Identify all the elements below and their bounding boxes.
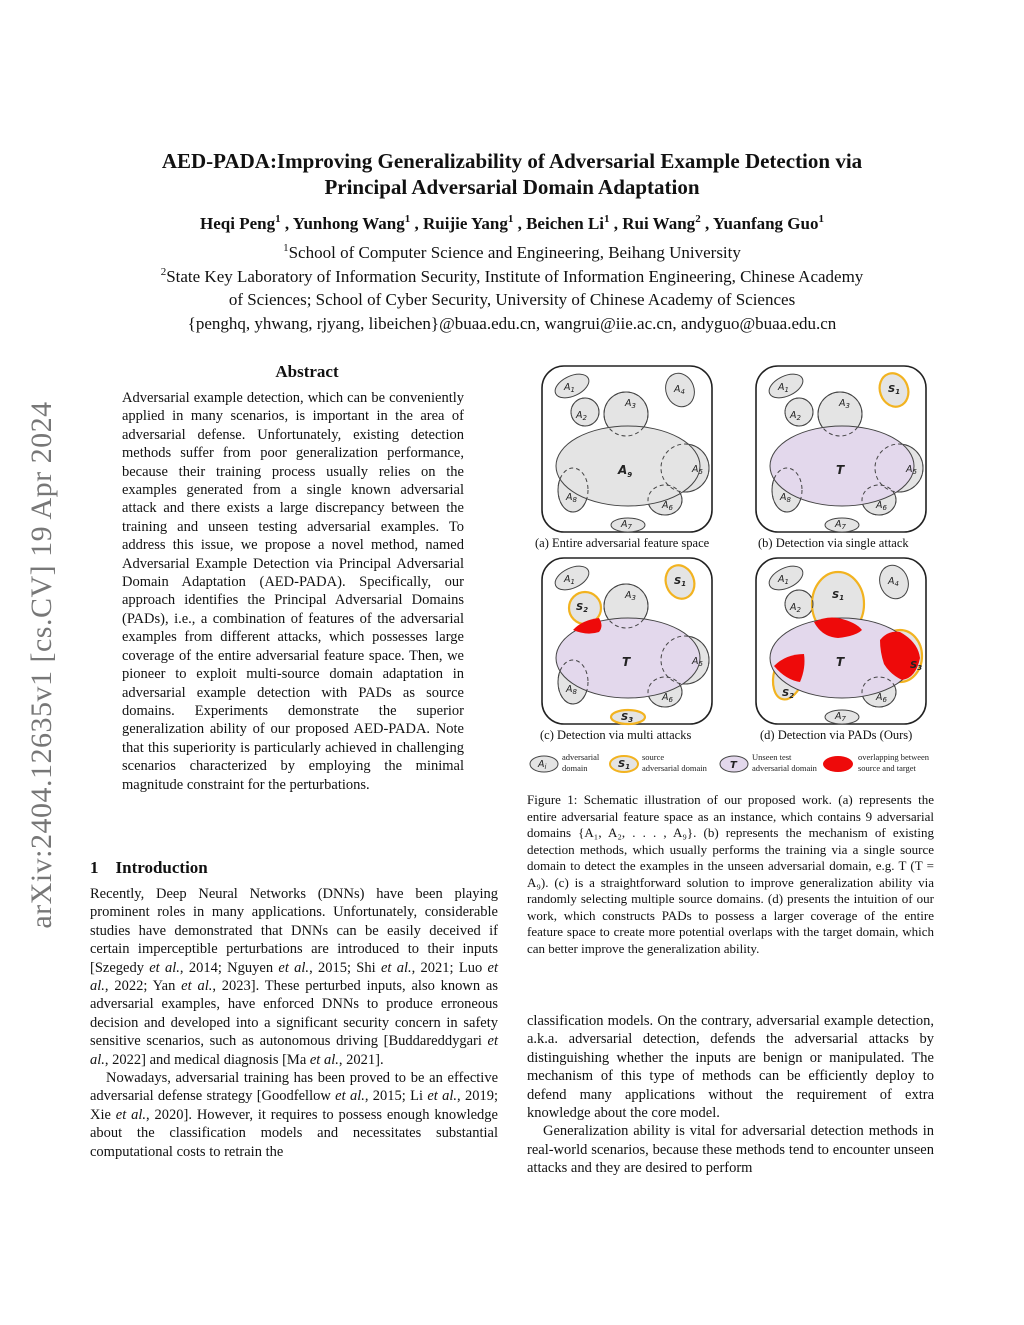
center-label: T [622, 655, 631, 669]
svg-text:S1: $S_1$ [888, 384, 901, 396]
svg-text:S3: $S_3$ [910, 660, 923, 672]
affiliation-2 [90, 265, 934, 311]
affiliation-mark: 1 [283, 242, 289, 254]
affiliation-text: School of Computer Science and Engineering, Beihang University [288, 243, 741, 262]
author: Yuanfang Guo [712, 214, 819, 233]
svg-text:S3: $S_3$ [621, 712, 634, 724]
svg-text:A8: $A_8$ [566, 684, 577, 696]
intro-paragraph-1: Recently, Deep Neural Networks (DNNs) have been playing prominent roles in many applications. Unfortunately, considerable studies have demonstrated that DNNs can be easily deceived if certain imperceptible perturbations are introduced to their inputs [Szegedy et al., 2014; Nguyen et al., 2015; Shi et al., 2021; Luo et al., 2022; Yan et al., 2023]. These perturbed inputs, also known as adversarial examples, have enforced DNNs to produce erroneous decision and developed into a significant security concern in safety sensitive scenarios, such as autonomous driving [Buddareddygari et al., 2022] and medical diagnosis [Ma et al., 2021]. [90, 886, 499, 1068]
legend-label: adversarial [562, 752, 600, 762]
intro-left-column [90, 885, 498, 1161]
svg-text:S1: $S_1$ [674, 576, 687, 588]
svg-text:A6: $A_6$ [876, 500, 887, 512]
svg-text:S1: $S_1$ [618, 759, 631, 771]
svg-text:Ai: $A_i$ [538, 759, 547, 771]
legend-symbol: A [538, 759, 545, 770]
svg-text:A3: $A_3$ [839, 398, 850, 410]
panel-c-caption: (c) Detection via multi attacks [540, 728, 692, 742]
svg-text:A7: $A_7$ [835, 711, 846, 723]
title-line-1: AED-PADA:Improving Generalizability of Adversarial Example Detection via [161, 149, 863, 173]
author-affiliation-mark: 1 [507, 213, 514, 225]
legend-label: Unseen test [752, 752, 792, 762]
svg-text:A7: $A_7$ [835, 519, 846, 531]
legend-symbol: T [730, 760, 737, 771]
figure-caption: Figure 1: Schematic illustration of our proposed work. (a) represents the entire adversarial feature space as an instance, which contains 9 adversarial domains {A₁, A₂, . . . , A₉}. (b) represents the mechanism of existing detection methods, which usually performs the training via a single source domain to detect the examples in the unseen adversarial domain, e.g. T (T = A₉). (c) is a straightforward solution to improve generalization ability via randomly selecting multiple source domains. (d) presents the intuition of our work, which constructs PADs to possess a larger coverage of the entire feature space to create more potential overlaps with the target domain, which can better improve the generalization ability. [527, 792, 934, 956]
intro-right-column [527, 1012, 934, 1178]
svg-text:A4: $A_4$ [674, 384, 685, 396]
svg-text:source and target: source and target [858, 763, 916, 773]
intro-paragraph-2: Nowadays, adversarial training has been proved to be an effective adversarial defense strategy [Goodfellow et al., 2015; Li et al., 2019; Xie et al., 2020]. However, it requires to possess enough knowledge about the classification models and necessitates substantial computational costs to retrain the [90, 1070, 499, 1160]
svg-text:A7: $A_7$ [621, 519, 632, 531]
svg-text:domain: domain [562, 763, 588, 773]
section-heading [90, 858, 208, 878]
svg-text:A1: $A_1$ [564, 574, 575, 586]
author-affiliation-mark: 1 [275, 213, 281, 225]
legend-label: source [642, 752, 665, 762]
svg-text:A6: $A_6$ [662, 500, 673, 512]
abstract-text: Adversarial example detection, which can be conveniently applied in many scenarios, is important in the area of adversarial defense. Unfortunately, existing detection methods suffer from poor generalization performance, because their training process usually relies on the examples generated from a single known adversarial attack and there exists a large discrepancy between the training and unseen testing adversarial examples. To address this issue, we propose a novel method, named Adversarial Example Detection via Principal Adversarial Domain Adaptation (AED-PADA). Specifically, our approach identifies the Principal Adversarial Domains (PADs), i.e., a combination of features of the adversarial examples from different attacks, which possesses large coverage of the entire adversarial feature space. Then, we pioneer to exploit multi-source domain adaptation in adversarial example detection with PADs as source domains. Experiments demonstrate the superior generalization ability of our proposed AED-PADA. Note that this superiority is particularly achieved in challenging scenarios characterized by employing the minimal magnitude constraint for the perturbations. [122, 390, 464, 793]
svg-text:A4: $A_4$ [888, 576, 899, 588]
svg-text:A1: $A_1$ [778, 382, 789, 394]
author: Beichen Li [526, 214, 605, 233]
author-list: Heqi Peng$^1$ , Yunhong Wang$^1$ , Ruijie Yang$^1$ , Beichen Li$^1$ , Rui Wang$^2$ , Yuanfang Guo$^1$ [200, 213, 824, 233]
svg-text:S2: $S_2$ [576, 602, 589, 614]
svg-text:A9: $A_9$ [618, 463, 633, 479]
affiliation-text: of Sciences; School of Cyber Security, University of Chinese Academy of Sciences [228, 290, 796, 309]
author: Ruijie Yang [422, 214, 508, 233]
svg-text:A2: $A_2$ [790, 410, 801, 422]
svg-text:A2: $A_2$ [790, 602, 801, 614]
svg-text:A5: $A_5$ [906, 464, 917, 476]
panel-b [756, 366, 926, 532]
svg-text:A8: $A_8$ [780, 492, 791, 504]
section-title: Introduction [115, 858, 208, 877]
panel-b-caption: (b) Detection via single attack [758, 536, 909, 550]
affiliation-1 [90, 241, 934, 264]
svg-text:A8: $A_8$ [566, 492, 577, 504]
author-affiliation-mark: 1 [404, 213, 411, 225]
panel-a-caption: (a) Entire adversarial feature space [535, 536, 710, 550]
affiliation-text: State Key Laboratory of Information Security, Institute of Information Engineering, Chinese Academy [166, 267, 864, 286]
figure-legend [530, 752, 930, 773]
section-number: 1 [90, 858, 99, 877]
arxiv-id: arXiv:2404.12635v1 [cs.CV] 19 Apr 2024 [25, 401, 58, 929]
center-label: T [836, 463, 845, 477]
center-label: A [618, 463, 628, 477]
svg-text:A6: $A_6$ [876, 692, 887, 704]
panel-d-caption: (d) Detection via PADs (Ours) [760, 728, 913, 742]
legend-symbol: S [618, 759, 626, 770]
legend-label: overlapping between [858, 752, 930, 762]
svg-text:A6: $A_6$ [662, 692, 673, 704]
svg-text:A2: $A_2$ [576, 410, 587, 422]
author-affiliation-mark: 1 [604, 213, 610, 225]
center-label: T [836, 655, 845, 669]
svg-text:A3: $A_3$ [625, 398, 636, 410]
panel-c [542, 558, 712, 724]
svg-text:A5: $A_5$ [692, 656, 703, 668]
abstract-heading: Abstract [275, 362, 339, 381]
arxiv-stamp [12, 350, 72, 980]
svg-text:S1: $S_1$ [832, 590, 845, 602]
svg-text:A5: $A_5$ [692, 464, 703, 476]
author: Yunhong Wang [292, 214, 405, 233]
svg-text:adversarial domain: adversarial domain [752, 763, 817, 773]
affiliation-mark: 2 [160, 266, 167, 278]
author: Rui Wang [622, 214, 696, 233]
svg-text:A1: $A_1$ [778, 574, 789, 586]
intro-paragraph-3: classification models. On the contrary, adversarial example detection, a.k.a. adversarial detection, defends the adversarial attacks by distinguishing whether the inputs are benign or manipulated. The mechanism of this type of methods can be efficiently deploy to defend many applications without the requirement of extra knowledge about the core model. [527, 1013, 934, 1122]
intro-paragraph-4: Generalization ability is vital for adversarial detection methods in real-world scenarios, because these methods tend to encounter unseen attacks and they are desired to perform [527, 1123, 934, 1177]
svg-text:A3: $A_3$ [625, 590, 636, 602]
svg-text:adversarial domain: adversarial domain [642, 763, 707, 773]
author: Heqi Peng [200, 214, 276, 233]
title-line-2: Principal Adversarial Domain Adaptation [324, 175, 700, 199]
svg-text:A1: $A_1$ [564, 382, 575, 394]
author-emails: {penghq, yhwang, rjyang, libeichen}@buaa.edu.cn, wangrui@iie.ac.cn, andyguo@buaa.edu.cn [187, 314, 837, 333]
paper-title [90, 148, 934, 200]
panel-a [542, 366, 712, 532]
author-affiliation-mark: 1 [818, 213, 824, 225]
figure-1 [520, 362, 936, 782]
panel-d [756, 558, 926, 724]
svg-text:S2: $S_2$ [782, 688, 795, 700]
author-affiliation-mark: 2 [695, 213, 701, 225]
